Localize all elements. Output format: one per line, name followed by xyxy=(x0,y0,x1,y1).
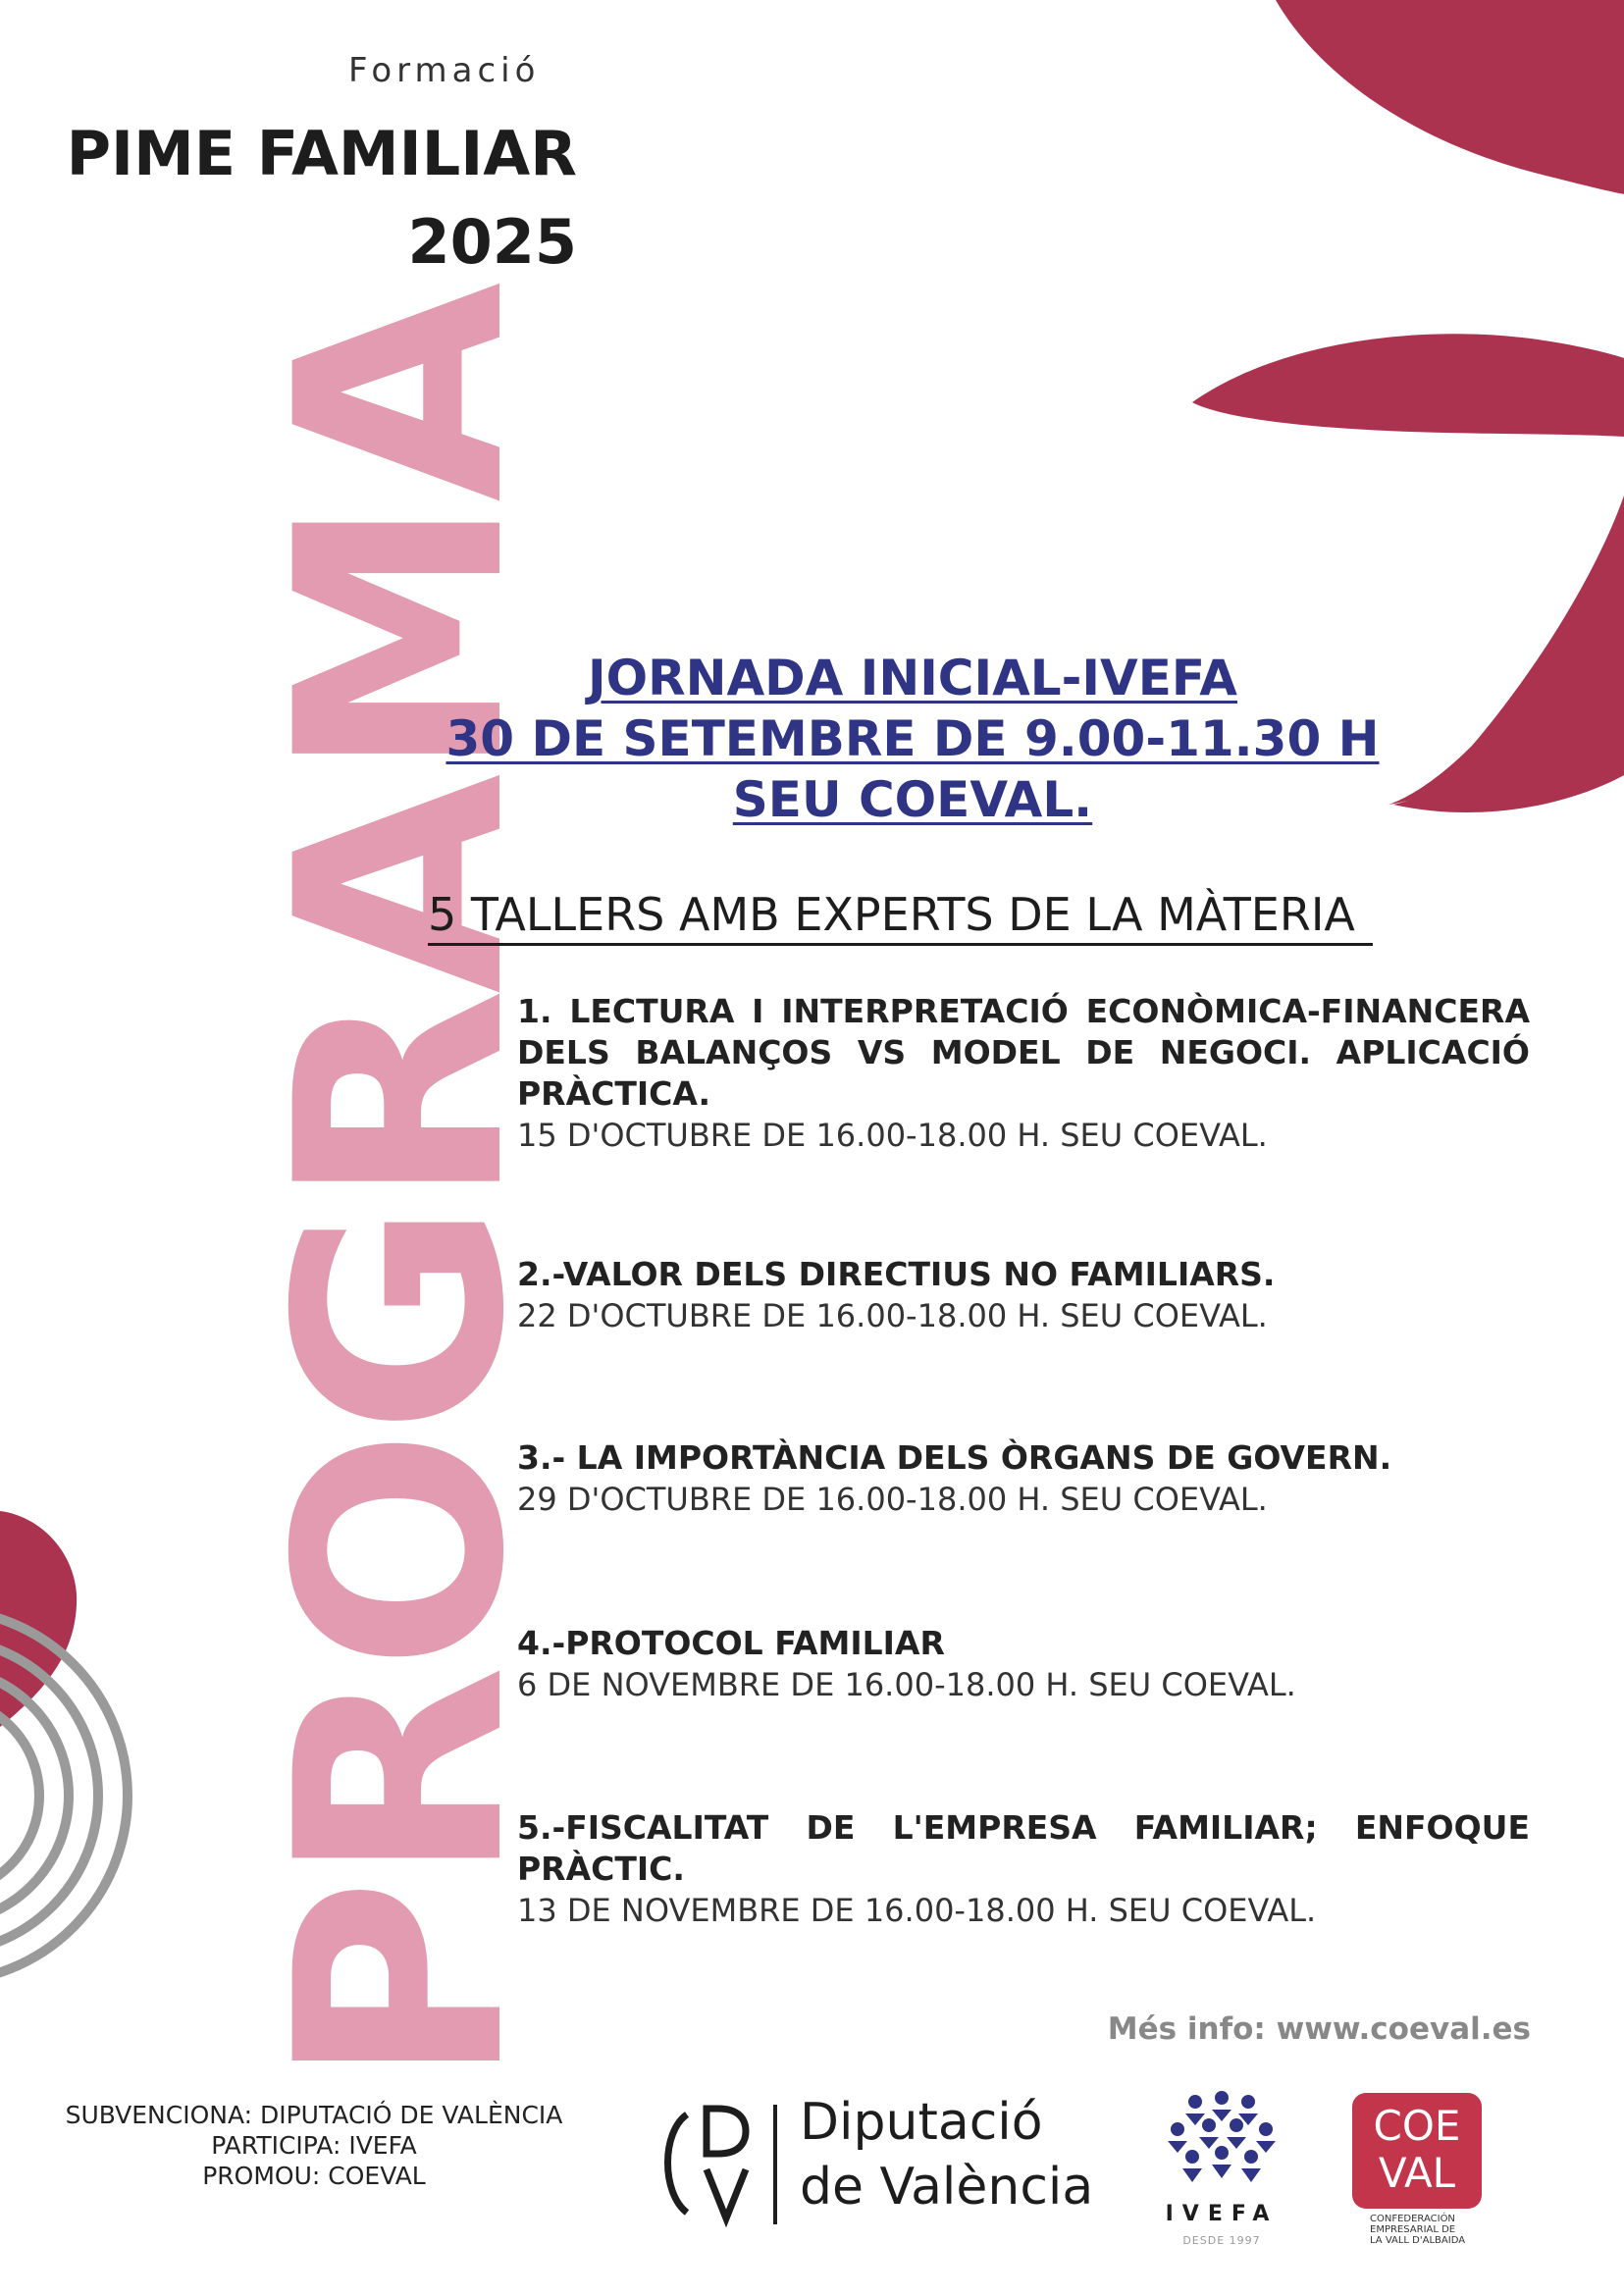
ivefa-name: IVEFA xyxy=(1165,2202,1279,2226)
workshop-item xyxy=(517,1807,1530,1931)
page-title-year: 2025 xyxy=(407,206,577,278)
workshop-item xyxy=(517,1437,1530,1520)
workshop-date: 15 D'OCTUBRE DE 16.00-18.00 H. SEU COEVAL. xyxy=(517,1117,1268,1154)
initial-session-title: JORNADA INICIAL-IVEFA xyxy=(588,650,1237,706)
coeval-name-bottom: VAL xyxy=(1378,2149,1456,2197)
credits-block xyxy=(39,2100,589,2191)
coeval-logo xyxy=(1352,2093,1482,2250)
workshop-title: 2.-VALOR DELS DIRECTIUS NO FAMILIARS. xyxy=(517,1255,1276,1293)
coeval-sub-line2: EMPRESARIAL DE xyxy=(1370,2224,1456,2235)
coeval-sub-line3: LA VALL D'ALBAIDA xyxy=(1370,2235,1466,2246)
diputacio-logo-line2: de València xyxy=(800,2158,1094,2217)
header-kicker: Formació xyxy=(348,51,541,90)
workshop-item xyxy=(517,1254,1530,1336)
diputacio-logo-text xyxy=(800,2090,1093,2219)
diputacio-logo-line1: Diputació xyxy=(800,2093,1043,2152)
middle-petal xyxy=(1192,334,1624,437)
ivefa-since: DESDE 1997 xyxy=(1182,2234,1261,2247)
workshop-date: 13 DE NOVEMBRE DE 16.00-18.00 H. SEU COEVAL. xyxy=(517,1892,1317,1929)
coeval-subtitle xyxy=(1370,2214,1482,2246)
workshop-title: 4.-PROTOCOL FAMILIAR xyxy=(517,1624,945,1662)
ivefa-logo xyxy=(1148,2088,1295,2245)
coeval-name-top: COE xyxy=(1373,2102,1461,2150)
vertical-programa-word: PROGRAMA xyxy=(236,287,567,2087)
workshop-title: 3.- LA IMPORTÀNCIA DELS ÒRGANS DE GOVERN. xyxy=(517,1438,1392,1477)
coeval-badge xyxy=(1352,2093,1482,2209)
ivefa-people-icon xyxy=(1148,2088,1295,2196)
workshop-item xyxy=(517,991,1530,1156)
more-info-link[interactable]: Més info: www.coeval.es xyxy=(1107,2011,1531,2047)
workshop-date: 6 DE NOVEMBRE DE 16.00-18.00 H. SEU COEVAL. xyxy=(517,1666,1296,1703)
credits-subsidy: SUBVENCIONA: DIPUTACIÓ DE VALÈNCIA xyxy=(65,2101,563,2129)
credits-promoter: PROMOU: COEVAL xyxy=(202,2162,426,2190)
initial-session-date: 30 DE SETEMBRE DE 9.00-11.30 H xyxy=(445,710,1380,767)
credits-participant: PARTICIPA: IVEFA xyxy=(211,2131,417,2160)
workshop-date: 22 D'OCTUBRE DE 16.00-18.00 H. SEU COEVAL. xyxy=(517,1297,1268,1334)
workshops-heading: 5 TALLERS AMB EXPERTS DE LA MÀTERIA xyxy=(428,888,1373,946)
coeval-sub-line1: CONFEDERACIÓN xyxy=(1370,2214,1455,2224)
initial-session-block xyxy=(412,648,1413,830)
page-title: PIME FAMILIAR xyxy=(66,118,577,189)
workshop-title: 1. LECTURA I INTERPRETACIÓ ECONÒMICA-FINANCERA DELS BALANÇOS VS MODEL DE NEGOCI. APLICACIÓ PRÀCTICA. xyxy=(517,992,1530,1113)
workshop-title: 5.-FISCALITAT DE L'EMPRESA FAMILIAR; ENFOQUE PRÀCTIC. xyxy=(517,1808,1530,1888)
workshop-item xyxy=(517,1623,1530,1705)
workshop-date: 29 D'OCTUBRE DE 16.00-18.00 H. SEU COEVAL. xyxy=(517,1481,1268,1518)
top-petal xyxy=(1276,0,1624,194)
initial-session-venue: SEU COEVAL. xyxy=(732,771,1093,828)
